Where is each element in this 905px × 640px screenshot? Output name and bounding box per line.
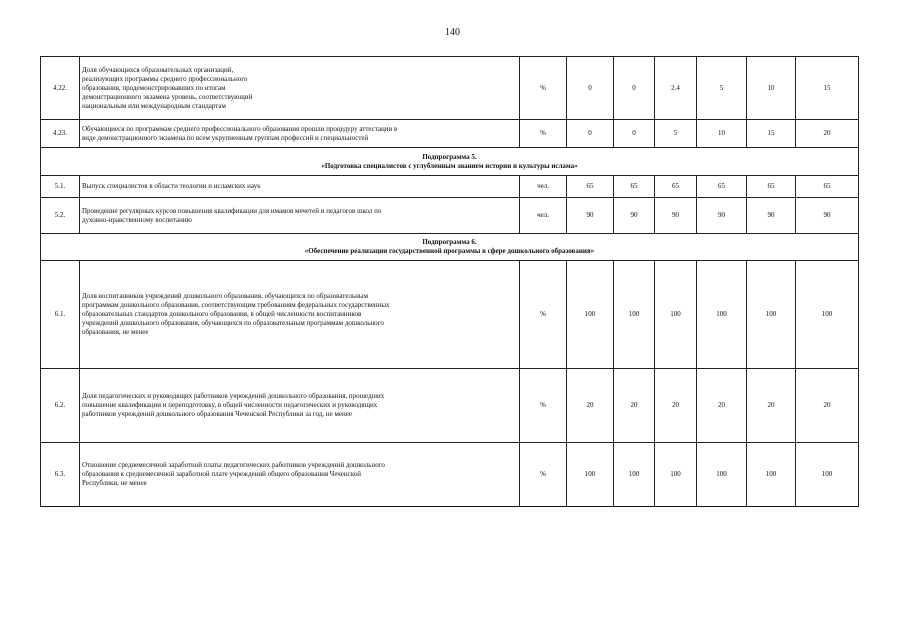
value-cell: 20 bbox=[614, 369, 655, 443]
value-cell: 20 bbox=[655, 369, 697, 443]
subprogram-number: Подпрограмма 6. bbox=[422, 238, 477, 246]
row-number: 5.1. bbox=[41, 176, 80, 198]
indicator-name-line: национальным или международным стандартам bbox=[82, 101, 226, 110]
value-cell: 65 bbox=[747, 176, 796, 198]
unit-cell: % bbox=[520, 57, 567, 120]
value-cell: 5 bbox=[655, 120, 697, 148]
value-cell: 20 bbox=[796, 120, 859, 148]
row-number: 4.23. bbox=[41, 120, 80, 148]
row-number: 6.3. bbox=[41, 443, 80, 507]
value-cell: 65 bbox=[796, 176, 859, 198]
indicator-name-line: образования к среднемесячной заработной плате учреждений общего образования Чеченской bbox=[82, 470, 362, 478]
indicator-name-line: Доля воспитанников учреждений дошкольного образования, обучающихся по образовательным bbox=[82, 292, 369, 300]
value-cell: 100 bbox=[655, 443, 697, 507]
page-number: 140 bbox=[445, 27, 460, 38]
indicator-name-line: образовательных стандартов дошкольного образования, в общей численности воспитанников bbox=[82, 310, 362, 318]
subprogram-title bbox=[41, 234, 859, 261]
value-cell: 0 bbox=[614, 120, 655, 148]
value-cell: 100 bbox=[796, 443, 859, 507]
value-cell: 15 bbox=[796, 57, 859, 120]
table-row bbox=[41, 176, 859, 198]
indicator-name-line: программам дошкольного образования, соответствующим требованиям федеральных государственных bbox=[82, 301, 390, 309]
unit-cell: чел. bbox=[520, 198, 567, 234]
value-cell: 20 bbox=[567, 369, 614, 443]
value-cell: 100 bbox=[655, 261, 697, 369]
indicator-name bbox=[80, 120, 520, 148]
unit-cell: % bbox=[520, 443, 567, 507]
subprogram-title bbox=[41, 148, 859, 176]
indicator-name-line: Отношение среднемесячной заработной платы педагогических работников учреждений дошкольного bbox=[82, 461, 385, 469]
indicator-name-line: виде демонстрационного экзамена по всем укрупненным группам профессий и специальностей bbox=[82, 133, 369, 142]
indicator-name-line: образования, не менее bbox=[82, 328, 149, 336]
unit-cell: % bbox=[520, 120, 567, 148]
indicators-table bbox=[40, 56, 859, 507]
value-cell: 65 bbox=[697, 176, 747, 198]
table-row bbox=[41, 198, 859, 234]
value-cell: 90 bbox=[697, 198, 747, 234]
value-cell: 90 bbox=[796, 198, 859, 234]
value-cell: 100 bbox=[567, 443, 614, 507]
indicator-name-line: образования, продемонстрировавших по итогам bbox=[82, 83, 226, 92]
value-cell: 100 bbox=[747, 443, 796, 507]
indicator-name bbox=[80, 369, 520, 443]
indicator-name-line: Выпуск специалистов в области теологии и исламских наук bbox=[82, 182, 261, 190]
indicator-name bbox=[80, 443, 520, 507]
value-cell: 100 bbox=[567, 261, 614, 369]
value-cell: 90 bbox=[747, 198, 796, 234]
indicator-name-line: реализующих программы среднего профессионального bbox=[82, 74, 248, 83]
value-cell: 100 bbox=[697, 443, 747, 507]
value-cell: 65 bbox=[567, 176, 614, 198]
value-cell: 20 bbox=[796, 369, 859, 443]
row-number: 6.1. bbox=[41, 261, 80, 369]
indicator-name-line: демонстрационного экзамена уровень, соответствующий bbox=[82, 92, 253, 101]
value-cell: 65 bbox=[655, 176, 697, 198]
subprogram-name: «Обеспечение реализации государственной программы в сфере дошкольного образования» bbox=[304, 247, 595, 255]
subprogram-header-row bbox=[41, 234, 859, 261]
value-cell: 100 bbox=[747, 261, 796, 369]
indicator-name-line: Обучающиеся по программам среднего профессионального образования прошли процедуру аттестации в bbox=[82, 124, 398, 133]
table-row bbox=[41, 443, 859, 507]
indicator-name-line: Доля обучающихся образовательных организаций, bbox=[82, 65, 234, 74]
table-row bbox=[41, 57, 859, 120]
value-cell: 90 bbox=[655, 198, 697, 234]
value-cell: 10 bbox=[697, 120, 747, 148]
row-number: 6.2. bbox=[41, 369, 80, 443]
indicator-name-line: Доля педагогических и руководящих работников учреждений дошкольного образования, прошедших bbox=[82, 392, 385, 400]
value-cell: 65 bbox=[614, 176, 655, 198]
indicator-name-line: учреждений дошкольного образования, обучающихся по образовательным программам дошкольного bbox=[82, 319, 384, 327]
value-cell: 20 bbox=[697, 369, 747, 443]
indicator-name bbox=[80, 261, 520, 369]
indicator-name-line: Республики, не менее bbox=[82, 479, 147, 487]
indicator-name bbox=[80, 57, 520, 120]
indicator-name bbox=[80, 198, 520, 234]
value-cell: 100 bbox=[796, 261, 859, 369]
value-cell: 20 bbox=[747, 369, 796, 443]
table-row bbox=[41, 120, 859, 148]
value-cell: 90 bbox=[614, 198, 655, 234]
row-number: 5.2. bbox=[41, 198, 80, 234]
unit-cell: чел. bbox=[520, 176, 567, 198]
unit-cell: % bbox=[520, 261, 567, 369]
value-cell: 2.4 bbox=[655, 57, 697, 120]
table-row bbox=[41, 261, 859, 369]
indicator-name-line: работников учреждений дошкольного образования Чеченской Республики за год, не менее bbox=[82, 410, 352, 418]
value-cell: 10 bbox=[747, 57, 796, 120]
indicator-name-line: духовно-нравственному воспитанию bbox=[82, 215, 192, 224]
row-number: 4.22. bbox=[41, 57, 80, 120]
table-row bbox=[41, 369, 859, 443]
indicator-name bbox=[80, 176, 520, 198]
subprogram-header-row bbox=[41, 148, 859, 176]
value-cell: 0 bbox=[567, 57, 614, 120]
subprogram-number: Подпрограмма 5. bbox=[422, 152, 477, 161]
value-cell: 0 bbox=[614, 57, 655, 120]
unit-cell: % bbox=[520, 369, 567, 443]
value-cell: 90 bbox=[567, 198, 614, 234]
value-cell: 5 bbox=[697, 57, 747, 120]
subprogram-name: «Подготовка специалистов с углубленным знанием истории и культуры ислама» bbox=[321, 161, 578, 170]
value-cell: 0 bbox=[567, 120, 614, 148]
value-cell: 15 bbox=[747, 120, 796, 148]
indicator-name-line: Проведение регулярных курсов повышения квалификации для имамов мечетей и педагогов школ по bbox=[82, 206, 382, 215]
value-cell: 100 bbox=[614, 261, 655, 369]
value-cell: 100 bbox=[614, 443, 655, 507]
value-cell: 100 bbox=[697, 261, 747, 369]
indicator-name-line: повышение квалификации и переподготовку, в общей численности педагогических и руководящих bbox=[82, 401, 378, 409]
